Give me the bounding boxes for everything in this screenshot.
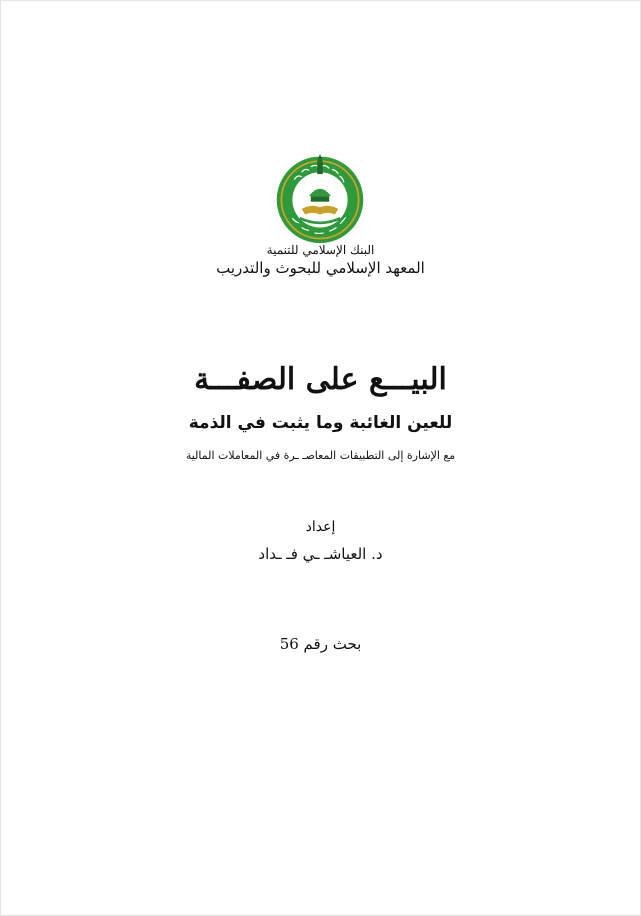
logo-building <box>311 196 329 202</box>
prepared-by-label: إعداد <box>305 519 336 535</box>
research-number: بحث رقم 56 <box>279 635 362 653</box>
logo-minaret <box>317 161 323 174</box>
document-title: البيـــع على الصفـــة <box>194 362 447 397</box>
institute-name: المعهد الإسلامي للبحوث والتدريب <box>216 259 425 277</box>
bank-name: البنك الإسلامي للتنمية <box>266 243 375 257</box>
author-name: د. العياشـ ـي فـ ـداد <box>258 545 383 563</box>
document-subtitle: للعين الغائبة وما يثبت في الذمة <box>188 413 453 433</box>
document-note: مع الإشارة إلى التطبيقات المعاصـ ـرة في المعاملات المالية <box>185 449 456 462</box>
islamic-development-bank-logo-icon <box>274 152 366 244</box>
